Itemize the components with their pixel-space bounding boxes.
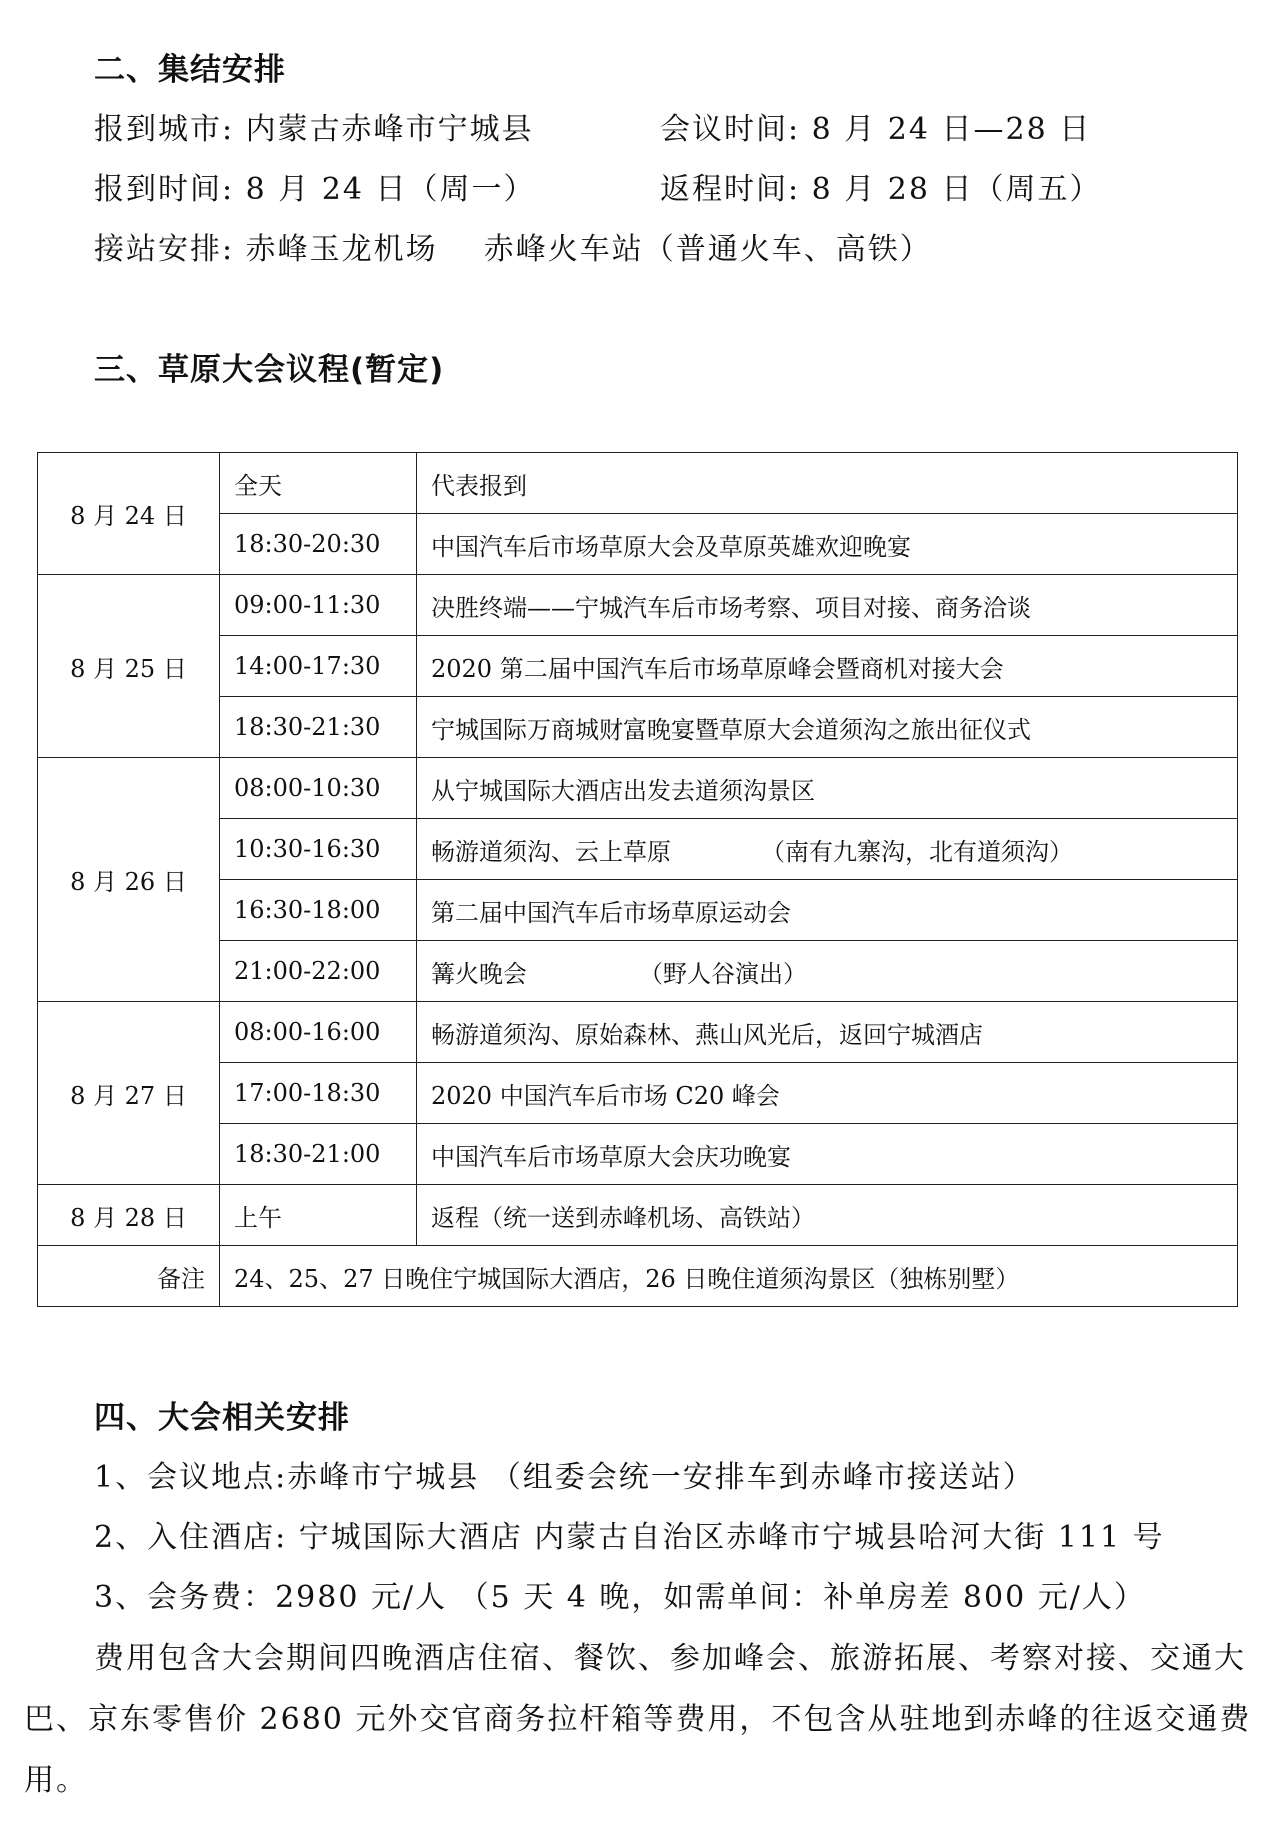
remark-row — [38, 1246, 1238, 1307]
remark-label: 备注 — [38, 1246, 220, 1307]
item-note: （南有九寨沟，北有道须沟） — [761, 837, 1073, 866]
day-date: 8 月 25 日 — [38, 575, 220, 758]
meeting-time: 会议时间: 8 月 24 日—28 日 — [660, 112, 1092, 147]
arrival-time: 报到时间: 8 月 24 日（周一） — [94, 172, 536, 207]
day-date: 8 月 28 日 — [38, 1185, 220, 1246]
fee-details-paragraph: 费用包含大会期间四晚酒店住宿、餐饮、参加峰会、旅游拓展、考察对接、交通大巴、京东零售价 2680 元外交官商务拉杆箱等费用，不包含从驻地到赤峰的往返交通费用。 — [24, 1641, 1252, 1798]
return-time: 返程时间: 8 月 28 日（周五） — [660, 172, 1102, 207]
day-date: 8 月 24 日 — [38, 453, 220, 575]
item-event: 决胜终端——宁城汽车后市场考察、项目对接、商务洽谈 — [417, 575, 1238, 636]
arrival-city-line — [94, 104, 1092, 148]
table-row — [38, 758, 1238, 819]
item-time: 14:00-17:30 — [220, 636, 417, 697]
item-event: 代表报到 — [417, 453, 1238, 514]
item-note: （野人谷演出） — [639, 959, 807, 988]
table-row — [38, 1002, 1238, 1063]
item-time: 17:00-18:30 — [220, 1063, 417, 1124]
arrival-time-line — [94, 164, 1102, 208]
remark-text: 24、25、27 日晚住宁城国际大酒店，26 日晚住道须沟景区（独栋别墅） — [220, 1246, 1238, 1307]
item-event: 篝火晚会 （野人谷演出） — [417, 941, 1238, 1002]
table-row — [38, 575, 1238, 636]
item-time: 上午 — [220, 1185, 417, 1246]
hotel-line: 2、入住酒店: 宁城国际大酒店 内蒙古自治区赤峰市宁城县哈河大街 111 号 — [94, 1520, 1165, 1555]
item-event: 2020 第二届中国汽车后市场草原峰会暨商机对接大会 — [417, 636, 1238, 697]
item-event: 畅游道须沟、云上草原 （南有九寨沟，北有道须沟） — [417, 819, 1238, 880]
item-event: 第二届中国汽车后市场草原运动会 — [417, 880, 1238, 941]
table-row — [38, 453, 1238, 514]
item-event: 畅游道须沟、原始森林、燕山风光后，返回宁城酒店 — [417, 1002, 1238, 1063]
item-time: 全天 — [220, 453, 417, 514]
section3-heading: 三、草原大会议程(暂定) — [94, 352, 445, 388]
item-time: 21:00-22:00 — [220, 941, 417, 1002]
item-time: 10:30-16:30 — [220, 819, 417, 880]
item-time: 18:30-21:00 — [220, 1124, 417, 1185]
item-event: 返程（统一送到赤峰机场、高铁站） — [417, 1185, 1238, 1246]
item-time: 18:30-21:30 — [220, 697, 417, 758]
item-event: 宁城国际万商城财富晚宴暨草原大会道须沟之旅出征仪式 — [417, 697, 1238, 758]
item-event: 中国汽车后市场草原大会庆功晚宴 — [417, 1124, 1238, 1185]
day-date: 8 月 27 日 — [38, 1002, 220, 1185]
fee-line: 3、会务费：2980 元/人 （5 天 4 晚，如需单间：补单房差 800 元/人） — [94, 1580, 1146, 1615]
item-time: 08:00-16:00 — [220, 1002, 417, 1063]
item-event: 中国汽车后市场草原大会及草原英雄欢迎晚宴 — [417, 514, 1238, 575]
venue-line: 1、会议地点:赤峰市宁城县 （组委会统一安排车到赤峰市接送站） — [94, 1460, 1035, 1495]
item-event: 2020 中国汽车后市场 C20 峰会 — [417, 1063, 1238, 1124]
table-row — [38, 1185, 1238, 1246]
item-time: 09:00-11:30 — [220, 575, 417, 636]
day-date: 8 月 26 日 — [38, 758, 220, 1002]
item-time: 16:30-18:00 — [220, 880, 417, 941]
item-event: 从宁城国际大酒店出发去道须沟景区 — [417, 758, 1238, 819]
pickup-line: 接站安排: 赤峰玉龙机场 赤峰火车站（普通火车、高铁） — [94, 232, 932, 267]
item-time: 18:30-20:30 — [220, 514, 417, 575]
agenda-table — [37, 452, 1238, 1307]
section4-heading: 四、大会相关安排 — [94, 1400, 350, 1436]
arrival-city: 报到城市: 内蒙古赤峰市宁城县 — [94, 112, 534, 147]
item-time: 08:00-10:30 — [220, 758, 417, 819]
section2-heading: 二、集结安排 — [94, 52, 286, 88]
